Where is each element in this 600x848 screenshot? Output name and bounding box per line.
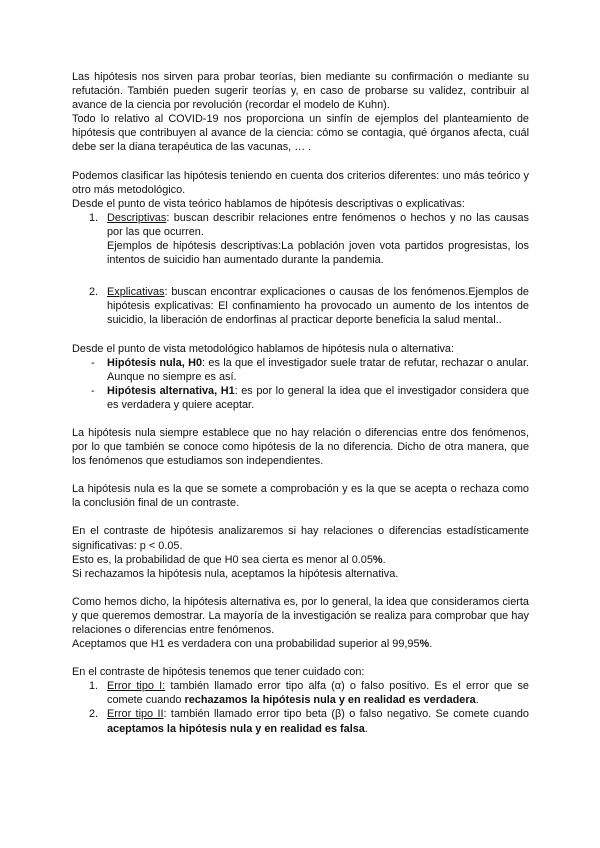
term-descriptive: Descriptivas (107, 211, 167, 224)
contrast-paragraph-1: En el contraste de hipótesis analizaremos si hay relaciones o diferencias estadísticamente significativas: p < 0.05. (72, 525, 529, 552)
list-item-descriptive (72, 211, 529, 267)
list-item-explicative (72, 285, 529, 327)
null-definition: : es la que el investigador suele tratar de refutar, rechazar o anular. Aunque no siempre es así. (107, 356, 530, 383)
percent-sign: % (372, 553, 383, 566)
list-item-error-type-1 (72, 679, 529, 707)
error-2-bold: aceptamos la hipótesis nula y en realidad es falsa (107, 722, 365, 735)
list-item-null (72, 356, 529, 384)
list-number: 1. (89, 680, 99, 693)
list-number: 2. (89, 286, 99, 299)
error-2-text: : también llamado error tipo beta (β) o falso negativo. Se comete cuando (163, 708, 529, 721)
descriptive-example: Ejemplos de hipótesis descriptivas:La población joven vota partidos progresistas, los intentos de suicidio han aumentado durante la pandemia. (107, 240, 529, 267)
error-1-text: también llamado error tipo alfa (α) o falso positivo. Es el error que se comete cuando (107, 680, 529, 707)
intro-paragraph-1: Las hipótesis nos sirven para probar teorías, bien mediante su confirmación o mediante su refutación. También pueden sugerir teorías y, en caso de probarse su validez, contribuir al avance de la ciencia por revolución (recordar el modelo de Kuhn). (72, 71, 529, 112)
theoretical-intro: Desde el punto de vista teórico hablamos de hipótesis descriptivas o explicativas: (72, 197, 465, 210)
alternative-paragraph-2 (72, 637, 529, 651)
term-error-type-2: Error tipo II (107, 708, 164, 721)
document-page (72, 70, 529, 736)
list-number: 1. (89, 211, 99, 224)
methodological-list (72, 356, 529, 412)
term-explicative: Explicativas (107, 286, 165, 299)
percent-sign: % (419, 638, 430, 651)
error-1-bold: rechazamos la hipótesis nula y en realidad es verdadera (184, 694, 476, 707)
period: . (475, 694, 479, 707)
list-item-alternative (72, 384, 529, 412)
theoretical-list-2 (72, 285, 529, 327)
period: . (382, 553, 386, 566)
descriptive-definition: : buscan describir relaciones entre fenómenos o hechos y no las causas por las que ocurren. (107, 211, 529, 238)
null-tested-paragraph: La hipótesis nula es la que se somete a comprobación y es la que se acepta o rechaza como la conclusión final de un contraste. (72, 483, 529, 510)
null-relation-paragraph: La hipótesis nula siempre establece que no hay relación o diferencias entre dos fenómenos, por lo que también se conoce como hipótesis de la no diferencia. Dicho de otra manera, que los fenómenos que estudiamos son independientes. (72, 426, 529, 468)
alternative-p2-text: Aceptamos que H1 es verdadera con una probabilidad superior al 99,95 (72, 638, 420, 651)
term-alternative-hypothesis: Hipótesis alternativa, H1 (107, 384, 235, 397)
errors-intro: En el contraste de hipótesis tenemos que tener cuidado con: (72, 666, 365, 679)
contrast-paragraph-2 (72, 553, 529, 567)
explicative-definition: : buscan encontrar explicaciones o causas de los fenómenos.Ejemplos de hipótesis explicativas: El confinamiento ha provocado un aumento de los intentos de suicidio, la liberación de endorfinas al practicar deporte beneficia la salud mental.. (107, 286, 529, 327)
contrast-paragraph-3: Si rechazamos la hipótesis nula, aceptamos la hipótesis alternativa. (72, 567, 399, 580)
dash-bullet: - (91, 384, 95, 397)
alternative-paragraph-1: Como hemos dicho, la hipótesis alternativa es, por lo general, la idea que consideramos cierta y que queremos demostrar. La mayoría de la investigación se realiza para comprobar que hay relaciones o diferencias entre fenómenos. (72, 595, 529, 636)
dash-bullet: - (91, 356, 95, 369)
classification-paragraph: Podemos clasificar las hipótesis teniendo en cuenta dos criterios diferentes: uno más teórico y otro más metodológico. (72, 169, 529, 196)
alternative-definition: : es por lo general la idea que el investigador considera que es verdadera y quiere aceptar. (107, 384, 529, 411)
period: . (429, 638, 433, 651)
contrast-p2-text: Esto es, la probabilidad de que H0 sea cierta es menor al 0.05 (72, 553, 373, 566)
theoretical-list (72, 211, 529, 267)
intro-paragraph-2: Todo lo relativo al COVID-19 nos proporciona un sinfín de ejemplos del planteamiento de hipótesis que contribuyen al avance de la ciencia: cómo se contagia, qué órganos afecta, cuál debe ser la diana terapéutica de las vacunas, … . (72, 113, 529, 154)
errors-list (72, 679, 529, 735)
term-null-hypothesis: Hipótesis nula, H0 (107, 356, 203, 369)
list-number: 2. (89, 708, 99, 721)
methodological-intro: Desde el punto de vista metodológico hablamos de hipótesis nula o alternativa: (72, 342, 455, 355)
period: . (364, 722, 368, 735)
list-item-error-type-2 (72, 707, 529, 735)
term-error-type-1: Error tipo I: (107, 680, 166, 693)
